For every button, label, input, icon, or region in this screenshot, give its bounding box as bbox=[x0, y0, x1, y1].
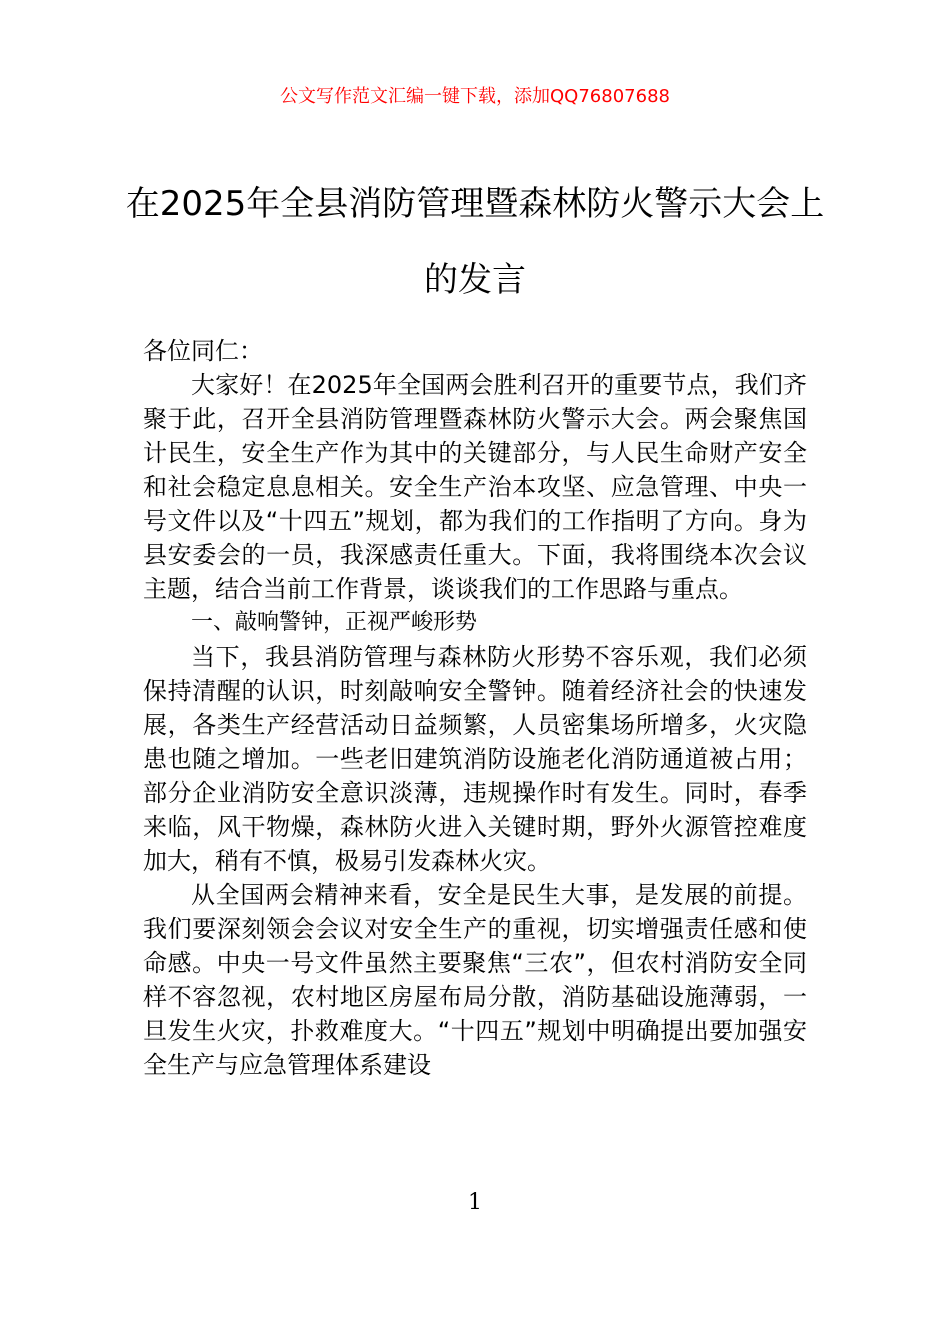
paragraph-national-spirit: 从全国两会精神来看，安全是民生大事，是发展的前提。我们要深刻领会会议对安全生产的重视，切实增强责任感和使命感。中央一号文件虽然主要聚焦“三农”，但农村消防安全同样不容忽视，农村地区房屋布局分散，消防基础设施薄弱，一旦发生火灾，扑救难度大。“十四五”规划中明确提出要加强安全生产与应急管理体系建设 bbox=[143, 881, 807, 1079]
page-number: 1 bbox=[468, 1190, 482, 1215]
download-notice: 公文写作范文汇编一键下载，添加QQ76807688 bbox=[280, 86, 670, 107]
document-title: 在2025年全县消防管理暨森林防火警示大会上的发言 bbox=[125, 184, 825, 300]
paragraph-intro: 大家好！在2025年全国两会胜利召开的重要节点，我们齐聚于此，召开全县消防管理暨森林防火警示大会。两会聚焦国计民生，安全生产作为其中的关键部分，与人民生命财产安全和社会稳定息息相关。安全生产治本攻坚、应急管理、中央一号文件以及“十四五”规划，都为我们的工作指明了方向。身为县安委会的一员，我深感责任重大。下面，我将围绕本次会议主题，结合当前工作背景，谈谈我们的工作思路与重点。 bbox=[143, 371, 807, 603]
document-body bbox=[143, 334, 807, 1082]
greeting: 各位同仁： bbox=[143, 337, 263, 365]
paragraph-situation: 当下，我县消防管理与森林防火形势不容乐观，我们必须保持清醒的认识，时刻敲响安全警钟。随着经济社会的快速发展，各类生产经营活动日益频繁，人员密集场所增多，火灾隐患也随之增加。一些老旧建筑消防设施老化消防通道被占用；部分企业消防安全意识淡薄，违规操作时有发生。同时，春季来临，风干物燥，森林防火进入关键时期，野外火源管控难度加大，稍有不慎，极易引发森林火灾。 bbox=[143, 643, 807, 875]
section-heading-1: 一、敲响警钟，正视严峻形势 bbox=[191, 610, 478, 635]
